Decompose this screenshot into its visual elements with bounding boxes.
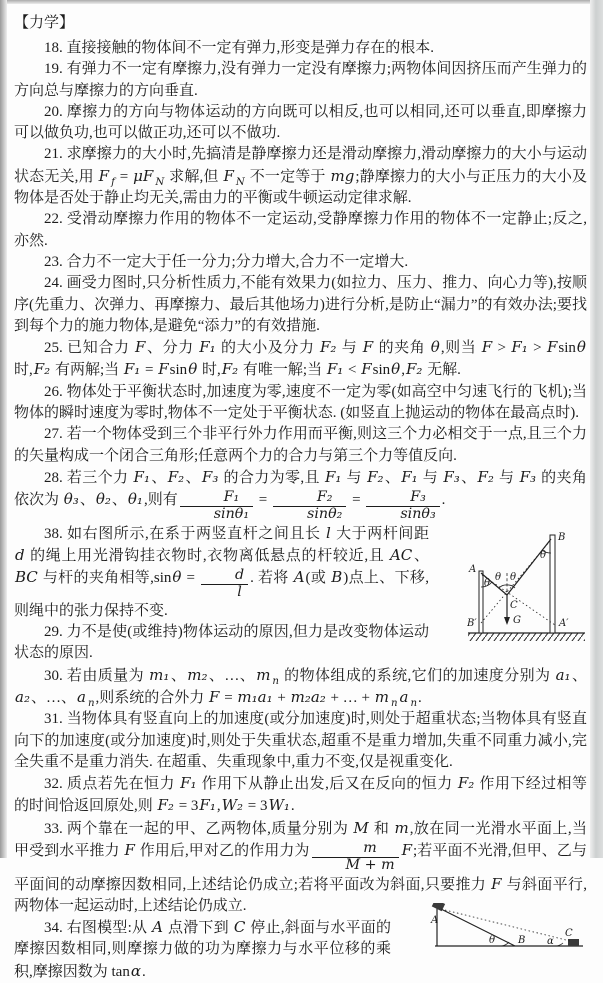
incline-figure-wrap [399, 903, 587, 960]
statement-29: 29. 力不是使(或维持)物体运动的原因,但力是改变物体运动状态的原因. [14, 624, 429, 662]
label-a: A [469, 563, 477, 575]
statement-21: 21. 求摩擦力的大小时,先搞清是静摩擦力还是滑动摩擦力,滑动摩擦力的大小与运动状态无关,用 F $_f$ = μF $_N$ 求解,但 F $_N$ 不一定等于 mg;静摩擦力的大小与正压力的大小及物体是否处于静止均无关,需由力的平衡或牛顿运动定律求解. [14, 146, 587, 207]
label-theta-at-c-left: θ [495, 571, 502, 583]
statement-18: 18. 直接接触的物体间不一定有弹力,形变是弹力存在的根本. [44, 40, 435, 56]
inline-fraction: $\frac{\text{F₂}}{\text{sinθ₂}}$ [273, 490, 346, 523]
statement-34: A θ B α C 34. 右图模型:从 A 点滑下到 C 停止,斜面与水平面的摩擦因数相同,则摩擦力做的功为摩擦力与水平位移的乘积,摩擦因数为 tanα. [14, 917, 587, 983]
incline-slide-figure [429, 903, 587, 953]
label-b: B [518, 935, 526, 947]
label-a: A [431, 915, 439, 927]
statement-22: 22. 受滑动摩擦力作用的物体不一定运动,受静摩擦力作用的物体不一定静止;反之,亦然. [14, 211, 587, 249]
statement-19: 19. 有弹力不一定有摩擦力,没有弹力一定没有摩擦力;两物体间因挤压而产生弹力的方向总与摩擦力的方向垂直. [14, 61, 587, 99]
statement-24: 24. 画受力图时,只分析性质力,不能有效果力(如拉力、压力、推力、向心力等),按顺序(先重力、次弹力、再摩擦力、最后其他场力)进行分析,是防止“漏力”的有效办法;要找到每个力的施力物体,是避免“添力”的有效措施. [14, 275, 587, 334]
statement-28: 28. 若三个力 F₁、F₂、F₃ 的合力为零,且 F₁ 与 F₂、F₁ 与 F₃、F₂ 与 F₃ 的夹角依次为 θ₃、θ₂、θ₁,则有 $\frac{\text{F₁}}{\text{sinθ₁}}$ = $\frac{\text{F₂}}{\text{sinθ₂}}$ = $\frac{\text{F₃}}{\text{sinθ₃}}$ . [14, 467, 587, 522]
label-theta-at-a: θ [484, 577, 491, 589]
label-theta-at-b: θ [540, 549, 547, 561]
statement-23: 23. 合力不一定大于任一分力;分力增大,合力不一定增大. [44, 253, 409, 270]
inline-fraction: $\frac{m}{M + m}$ [312, 841, 399, 874]
label-theta: θ [489, 935, 496, 947]
rope-line [481, 539, 551, 595]
page-content [8, 5, 589, 980]
statement-31: 31. 当物体具有竖直向上的加速度(或分加速度)时,则处于超重状态;当物体具有竖直向下的加速度(或分加速度)时,则处于失重状态,超重不是重力增加,失重不同重力减小,完全失重不是重力消失. 在超重、失重现象中,重力不变,仅是视重变化. [14, 711, 587, 770]
incline-hypotenuse [437, 907, 515, 946]
ground-hatch [468, 633, 585, 641]
statement-33: 33. 两个靠在一起的甲、乙两物体,质量分别为 M 和 m,放在同一光滑水平面上,当甲受到水平推力 F 作用后,甲对乙的作用力为 $\frac{m}{M + m}$ F;若平面不光滑,但甲、乙与平面间的动摩擦因数相同,上述结论仍成立;若将平面改为斜面,只要推力 F 与斜面平行,两物体一起运动时,上述结论仍成立. [14, 818, 587, 914]
section-title: 【力学】 [14, 15, 75, 31]
label-b: B [558, 531, 566, 543]
inline-fraction: $\frac{\text{F₁}}{\text{sinθ₁}}$ [180, 490, 253, 523]
label-alpha: α [547, 936, 554, 948]
label-theta-at-c-right: θ [510, 571, 517, 583]
label-g: G [513, 614, 521, 626]
weight-arrow-head [504, 617, 510, 625]
rope-between-poles-figure [467, 525, 587, 643]
label-c: C [565, 928, 573, 940]
rope-figure-wrap [437, 525, 587, 650]
statement-27: 27. 若一个物体受到三个非平行外力作用而平衡,则这三个力必相交于一点,且三个力的矢量构成一个闭合三角形;任意两个力的合力与第三个力等值反向. [14, 426, 587, 464]
statement-32: 32. 质点若先在恒力 F₁ 作用下从静止出发,后又在反向的恒力 F₂ 作用下经过相等的时间恰返回原处,则 F₂ = 3F₁,W₂ = 3W₁. [14, 774, 587, 815]
label-b-prime: B′ [467, 617, 477, 629]
left-pole [479, 571, 483, 633]
inline-fraction: $\frac{\text{F₃}}{\text{sinθ₃}}$ [366, 490, 439, 523]
label-c: C [510, 599, 518, 611]
label-a-prime: A′ [559, 617, 569, 629]
scan-edge-right [590, 0, 603, 858]
angle-arc-at-c-left [499, 585, 507, 588]
scan-edge-left [0, 0, 7, 858]
statement-38: A B B′ A′ C G θ θ θ θ 38. 如右图所示,在系于两竖直杆之间且长 l 大于两杆间距 d 的绳上用光滑钩挂衣物时,衣物离低悬点的杆较近,且 AC、BC 与杆的夹角相等,sinθ = $\frac{d}{l}$ . 若将 A(或 B)点上、下移,则绳中的张力保持不变. [14, 523, 587, 622]
block-at-c [568, 939, 579, 946]
right-pole [550, 535, 555, 633]
statement-20: 20. 摩擦力的方向与物体运动的方向既可以相反,也可以相同,还可以垂直,即摩擦力可以做负功,也可以做正功,还可以不做功. [14, 103, 587, 142]
scan-edge-top [0, 0, 603, 4]
inline-fraction: $\frac{d}{l}$ [201, 568, 248, 601]
statement-30: 30. 若由质量为 m₁、m₂、…、m $_n$ 的物体组成的系统,它们的加速度分别为 a₁、a₂、…、a $_n$,则系统的合外力 F = m₁a₁ + m₂a₂ + … + m $_n$ a $_n$. [15, 665, 587, 709]
statement-25: 25. 已知合力 F、分力 F₁ 的大小及分力 F₂ 与 F 的夹角 θ,则当 F > F₁ > Fsinθ 时,F₂ 有两解;当 F₁ = Fsinθ 时,F₂ 有唯一解;当 F₁ < Fsinθ,F₂ 无解. [14, 338, 586, 379]
statement-26: 26. 物体处于平衡状态时,加速度为零,速度不一定为零(如高空中匀速飞行的飞机);当物体的瞬时速度为零时,物体不一定处于平衡状态. (如竖直上抛运动的物体在最高点时). [14, 383, 587, 422]
